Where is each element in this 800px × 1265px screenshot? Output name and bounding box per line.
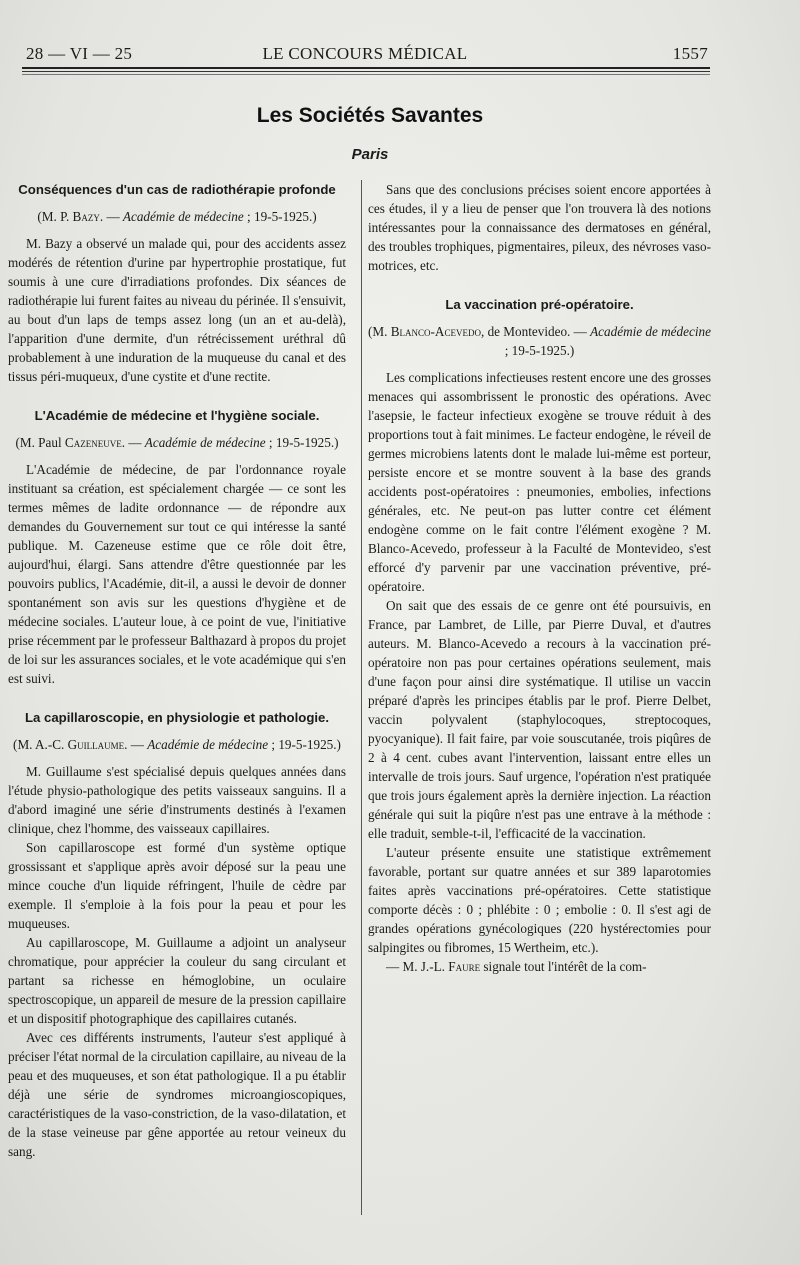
article-paragraph: On sait que des essais de ce genre ont été poursuivis, en France, par Lambret, de Lille, par Pierre Duval, et d'autres auteurs. M. Blanco-Acevedo a recours à la vaccination pré-opératoire non pas pour certaines opérations seulement, mais d'une façon pour ainsi dire systématique. Il utilise un vaccin préparé d'après les principes établis par le prof. Pierre Delbet, vaccin polyvalent (staphylocoques, streptocoques, pyocyanique). Il fait faire, par voie souscutanée, trois piqûres de 2 à 4 cent. cubes avant l'intervention, laissant entre elles un intervalle de trois jours. Sauf urgence, l'opération n'est pratiquée que trois jours également après la dernière injection. La réaction générale qui suit la piqûre n'est pas une entrave à la méthode : elle traduit, semble-t-il, l'efficacité de la vaccination.: [368, 598, 711, 841]
article-paragraph: Son capillaroscope est formé d'un système optique grossissant et s'applique après avoir déposé sur la peau une mince couche d'un liquide réfringent, l'huile de cèdre par exemple. Il s'emploie à la fois pour la peau et pour les muqueuses.: [8, 840, 346, 931]
article-title-vaccination: La vaccination pré-opératoire.: [445, 297, 634, 312]
left-column: [8, 180, 346, 1210]
ref-date: ; 19-5-1925.): [504, 343, 575, 358]
ref-sep: . —: [99, 209, 123, 224]
header-rule-gray: [22, 74, 710, 75]
article-paragraph: Au capillaroscope, M. Guillaume a adjoint un analyseur chromatique, pour apprécier la couleur du sang circulant et partant sa richesse en hémoglobine, un oculaire spectroscopique, un appareil de mesure de la pression capillaire et un dispositif photographique des capillaires cutanés.: [8, 935, 346, 1026]
ref-author: Blanco-Acevedo: [390, 324, 481, 339]
ref-sep: . —: [121, 435, 145, 450]
ref-sep: , de Montevideo. —: [480, 324, 591, 339]
page-header: [22, 40, 708, 66]
ref-sep: . —: [124, 737, 148, 752]
ref-academy: Académie de médecine: [122, 209, 244, 224]
ref-academy: Académie de médecine: [590, 324, 711, 339]
article-reference: [8, 735, 346, 754]
city-subtitle: Paris: [351, 146, 389, 163]
page-number: 1557: [672, 44, 708, 63]
right-column: [368, 180, 711, 1210]
ref-open: (M.: [368, 324, 391, 339]
header-rule-thin: [22, 71, 710, 72]
article-paragraph: M. Bazy a observé un malade qui, pour des accidents assez modérés de rétention d'urine par hypertrophie prostatique, fut soumis à une cure d'irradiations profondes. Dix séances de radiothérapie lui furent faites au niveau du périnée. Il s'ensuivit, au bout d'un laps de temps assez long (un an et au-delà), l'apparition d'une dermite, d'un rétrécissement uréthral dû probablement à une induration de la muqueuse du canal et des tissus péri-muqueux, d'une cystite et d'une rectite.: [8, 236, 346, 384]
article-reference: [8, 433, 346, 452]
article-reference: [368, 322, 711, 360]
article-paragraph: Les complications infectieuses restent encore une des grosses menaces qui assombrissent le pronostic des opérations. Avec l'asepsie, le facteur infectieux exogène se trouve réduit à des proportions tout à fait minimes. Le facteur endogène, le réveil de germes microbiens latents dont le malade lui-même est porteur, persiste encore et se montre souvent à la base des grands accidents post-opératoires : pneumonies, embolies, infections générales, etc. Ne peut-on pas lutter contre cet élément endogène comme on le fait contre l'élément exogène ? M. Blanco-Acevedo, professeur à la Faculté de Montevideo, s'est efforcé d'y parvenir par une vaccination préventive, pré-opératoire.: [368, 370, 711, 594]
final-note-lead: — M. J.-L.: [386, 959, 449, 974]
ref-date: ; 19-5-1925.): [268, 737, 341, 752]
column-divider: [361, 180, 362, 1215]
final-note-text: signale tout l'intérêt de la com-: [480, 959, 647, 974]
article-paragraph: Avec ces différents instruments, l'auteur s'est appliqué à préciser l'état normal de la circulation capillaire, au niveau de la peau et des muqueuses, et son état pathologique. Il a pu établir déjà une série de syndromes microangioscopiques, caractéristiques de la vaso-constriction, de la vaso-dilatation, et de la stase veineuse par gêne apportée au retour veineux du sang.: [8, 1030, 346, 1159]
ref-author: Cazeneuve: [64, 435, 122, 450]
article-paragraph: L'Académie de médecine, de par l'ordonnance royale instituant sa création, est spécialement chargée — ce sont les termes mêmes de ladite ordonnance — de répondre aux demandes du Gouvernement sur tout ce qui intéresse la santé publique. M. Cazeneuse estime que ce rôle doit être, aujourd'hui, élargi. Sans attendre d'être questionnée par les pouvoirs publics, l'Académie, dit-il, a aussi le devoir de donner spontanément son avis sur les questions d'hygiène et de médecine sociales. L'auteur loue, à ce point de vue, l'initiative prise récemment par le professeur Balthazard à propos du projet de loi sur les assurances sociales, et le vote académique qui s'en est suivi.: [8, 462, 346, 686]
ref-date: ; 19-5-1925.): [243, 209, 317, 224]
section-title: Les Sociétés Savantes: [256, 104, 484, 127]
article-title-capillaroscopy: La capillaroscopie, en physiologie et pathologie.: [24, 710, 330, 725]
article-reference: [8, 207, 346, 226]
final-note-author: Faure: [448, 959, 481, 974]
article-paragraph: L'auteur présente ensuite une statistique extrêmement favorable, portant sur quatre années et sur 389 laparotomies faites après vaccinations pré-opératoires. Cette statistique comporte décès : 0 ; phlébite : 0 ; embolie : 0. Il s'est agi de grandes opérations gynécologiques (220 hystérectomies pour salpingites ou fibromes, 15 Wertheim, etc.).: [368, 845, 711, 955]
ref-academy: Académie de médecine: [144, 435, 266, 450]
ref-open: (M. P.: [37, 209, 73, 224]
ref-author: Bazy: [72, 209, 100, 224]
article-title-hygiene: L'Académie de médecine et l'hygiène sociale.: [34, 408, 320, 423]
ref-open: (M. Paul: [15, 435, 65, 450]
header-date: 28 — VI — 25: [26, 44, 133, 63]
article-paragraph: M. Guillaume s'est spécialisé depuis quelques années dans l'étude physio-pathologique des petits vaisseaux sanguins. Il a d'abord imaginé une série d'instruments destinés à l'examen clinique, chez l'homme, des vaisseaux capillaires.: [8, 764, 346, 836]
ref-author: Guillaume: [67, 737, 125, 752]
final-note: [368, 957, 711, 976]
ref-open: (M. A.-C.: [13, 737, 68, 752]
ref-academy: Académie de médecine: [147, 737, 269, 752]
article-title-radiotherapy: Conséquences d'un cas de radiothérapie profonde: [18, 182, 336, 197]
journal-title: LE CONCOURS MÉDICAL: [262, 44, 468, 63]
header-rule: [22, 67, 710, 69]
article-paragraph: Sans que des conclusions précises soient encore apportées à ces études, il y a lieu de penser que l'on trouvera là des notions intéressantes pour la connaissance des dermatoses en général, des troubles trophiques, pigmentaires, pileux, des névroses vaso-motrices, etc.: [368, 182, 711, 273]
ref-date: ; 19-5-1925.): [265, 435, 339, 450]
